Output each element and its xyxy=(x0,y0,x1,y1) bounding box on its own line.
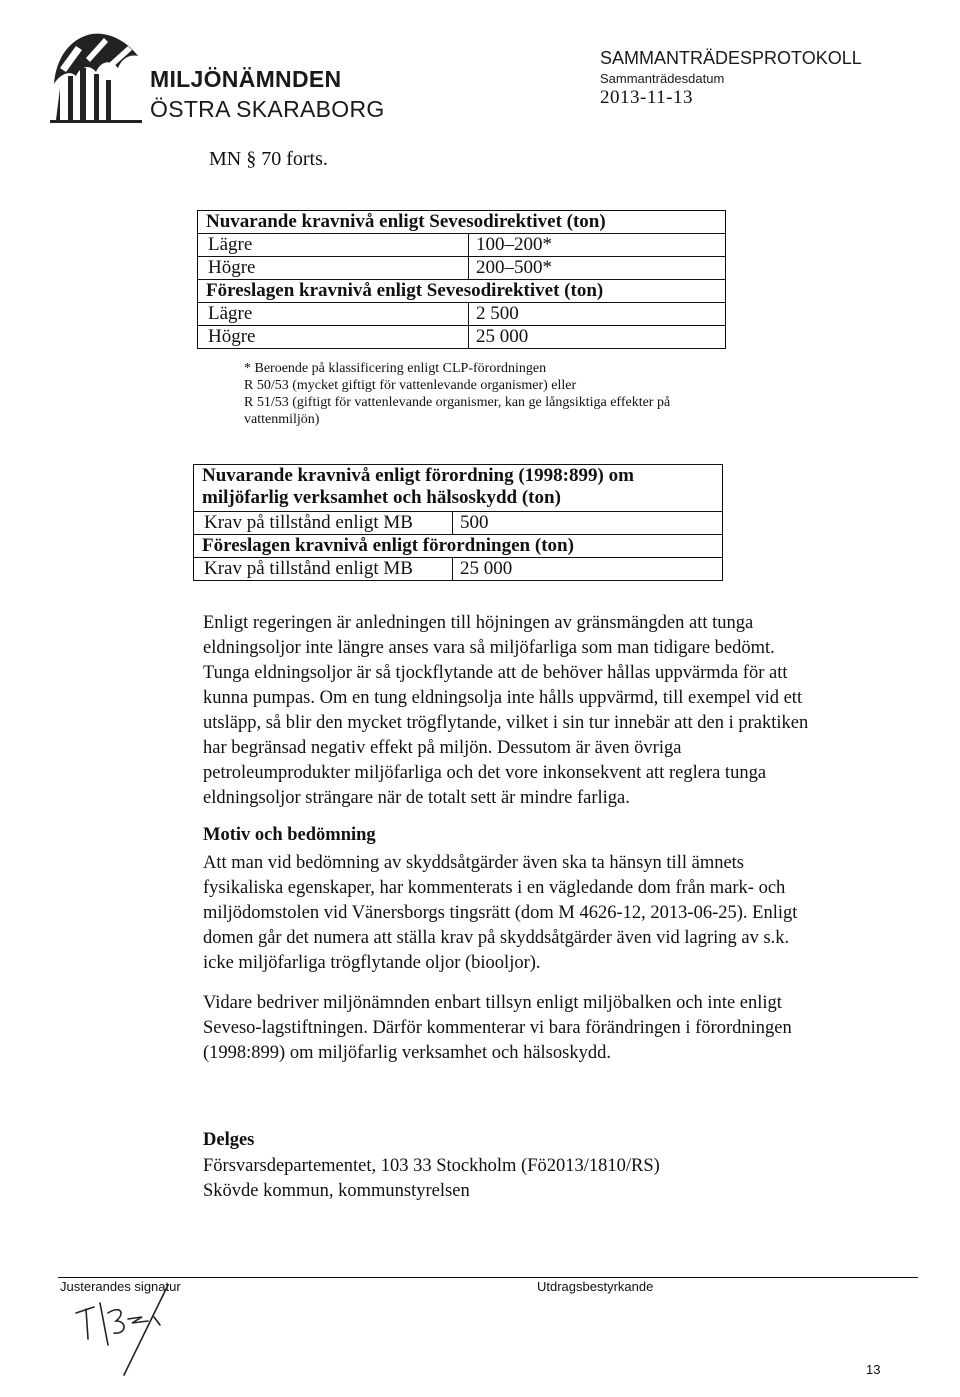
text-line: icke miljöfarliga trögflytande oljor (biooljor). xyxy=(203,953,541,973)
text-line: har begränsad negativ effekt på miljön. Dessutom är även övriga xyxy=(203,738,682,758)
table-footnote xyxy=(244,360,804,428)
regulation-threshold-table xyxy=(193,464,723,581)
row-value: 2 500 xyxy=(468,303,519,325)
text-line: petroleumprodukter miljöfarliga och det vore inkonsekvent att reglera tunga xyxy=(203,763,767,783)
table-header xyxy=(202,465,634,509)
org-name-line2: ÖSTRA SKARABORG xyxy=(150,96,385,122)
row-label: Högre xyxy=(208,326,256,347)
table-header-row xyxy=(194,535,722,558)
row-value: 500 xyxy=(452,512,489,534)
text-line: Enligt regeringen är anledningen till höjningen av gränsmängden att tunga xyxy=(203,613,754,633)
row-value: 100–200* xyxy=(468,234,552,256)
protocol-title: SAMMANTRÄDESPROTOKOLL xyxy=(600,48,862,68)
table-header: Nuvarande kravnivå enligt Sevesodirektivet (ton) xyxy=(206,211,606,232)
seveso-threshold-table xyxy=(197,210,726,349)
text-line: Seveso-lagstiftningen. Därför kommenterar vi bara förändringen i förordningen xyxy=(203,1018,792,1038)
table-row xyxy=(198,326,725,348)
page-number: 13 xyxy=(866,1362,881,1377)
text-line: fysikaliska egenskaper, har kommenterats i en vägledande dom från mark- och xyxy=(203,878,786,898)
footnote-line: vattenmiljön) xyxy=(244,412,320,427)
body-paragraph xyxy=(203,611,903,811)
body-paragraph xyxy=(203,991,903,1066)
footer-divider xyxy=(58,1277,918,1278)
table-row xyxy=(198,257,725,280)
body-paragraph xyxy=(203,851,903,976)
text-line: eldningsoljor inte längre anses vara så miljöfarliga som man tidigare bedömt. xyxy=(203,638,775,658)
row-label: Krav på tillstånd enligt MB xyxy=(204,558,413,579)
row-label: Lägre xyxy=(208,234,253,255)
handwritten-signature xyxy=(72,1283,192,1383)
row-label: Krav på tillstånd enligt MB xyxy=(204,512,413,533)
footnote-line: * Beroende på klassificering enligt CLP-förordningen xyxy=(244,361,547,376)
text-line: Vidare bedriver miljönämnden enbart tillsyn enligt miljöbalken och inte enligt xyxy=(203,993,782,1013)
text-line: domen går det numera att ställa krav på skyddsåtgärder även vid lagring av s.k. xyxy=(203,928,790,948)
section-heading: Motiv och bedömning xyxy=(203,825,376,845)
text-line: utsläpp, så blir den mycket trögflytande, vilket i sin tur innebär att den i praktiken xyxy=(203,713,809,733)
recipient-line: Skövde kommun, kommunstyrelsen xyxy=(203,1181,470,1201)
table-header-line: miljöfarlig verksamhet och hälsoskydd (ton) xyxy=(202,487,561,508)
text-line: miljödomstolen vid Vänersborgs tingsrätt (dom M 4626-12, 2013-06-25). Enligt xyxy=(203,903,798,923)
table-header-row xyxy=(198,211,725,234)
recipient-line: Försvarsdepartementet, 103 33 Stockholm (Fö2013/1810/RS) xyxy=(203,1156,660,1176)
table-row xyxy=(198,303,725,326)
section-heading: Delges xyxy=(203,1130,255,1150)
table-header-row xyxy=(194,465,722,512)
meeting-date: 2013-11-13 xyxy=(600,87,693,108)
text-line: Tunga eldningsoljor är så tjockflytande att de behöver hållas uppvärmda för att xyxy=(203,663,788,683)
meeting-date-label: Sammanträdesdatum xyxy=(600,71,725,86)
table-header: Föreslagen kravnivå enligt Sevesodirektivet (ton) xyxy=(206,280,604,301)
text-line: Att man vid bedömning av skyddsåtgärder även ska ta hänsyn till ämnets xyxy=(203,853,745,873)
table-row xyxy=(194,512,722,535)
footnote-line: R 51/53 (giftigt för vattenlevande organismer, kan ge långsiktiga effekter på xyxy=(244,395,671,410)
text-line: (1998:899) om miljöfarlig verksamhet och hälsoskydd. xyxy=(203,1043,611,1063)
signature-label: Justerandes signatur xyxy=(60,1279,181,1294)
section-reference: MN § 70 forts. xyxy=(209,148,328,170)
text-line: kunna pumpas. Om en tung eldningsolja inte hålls uppvärmd, till exempel vid ett xyxy=(203,688,803,708)
org-name-line1: MILJÖNÄMNDEN xyxy=(150,66,342,92)
table-header-row xyxy=(198,280,725,303)
certification-label: Utdragsbestyrkande xyxy=(537,1279,654,1294)
table-row xyxy=(194,558,722,580)
tree-logo-icon xyxy=(46,28,146,124)
row-value: 200–500* xyxy=(468,257,552,279)
row-label: Lägre xyxy=(208,303,253,324)
table-row xyxy=(198,234,725,257)
table-header-line: Nuvarande kravnivå enligt förordning (1998:899) om xyxy=(202,465,634,486)
table-header: Föreslagen kravnivå enligt förordningen (ton) xyxy=(202,535,574,556)
row-value: 25 000 xyxy=(452,558,512,580)
footnote-line: R 50/53 (mycket giftigt för vattenlevande organismer) eller xyxy=(244,378,577,393)
row-value: 25 000 xyxy=(468,326,528,348)
text-line: eldningsoljor strängare när de totalt sett är mindre farliga. xyxy=(203,788,630,808)
row-label: Högre xyxy=(208,257,256,278)
